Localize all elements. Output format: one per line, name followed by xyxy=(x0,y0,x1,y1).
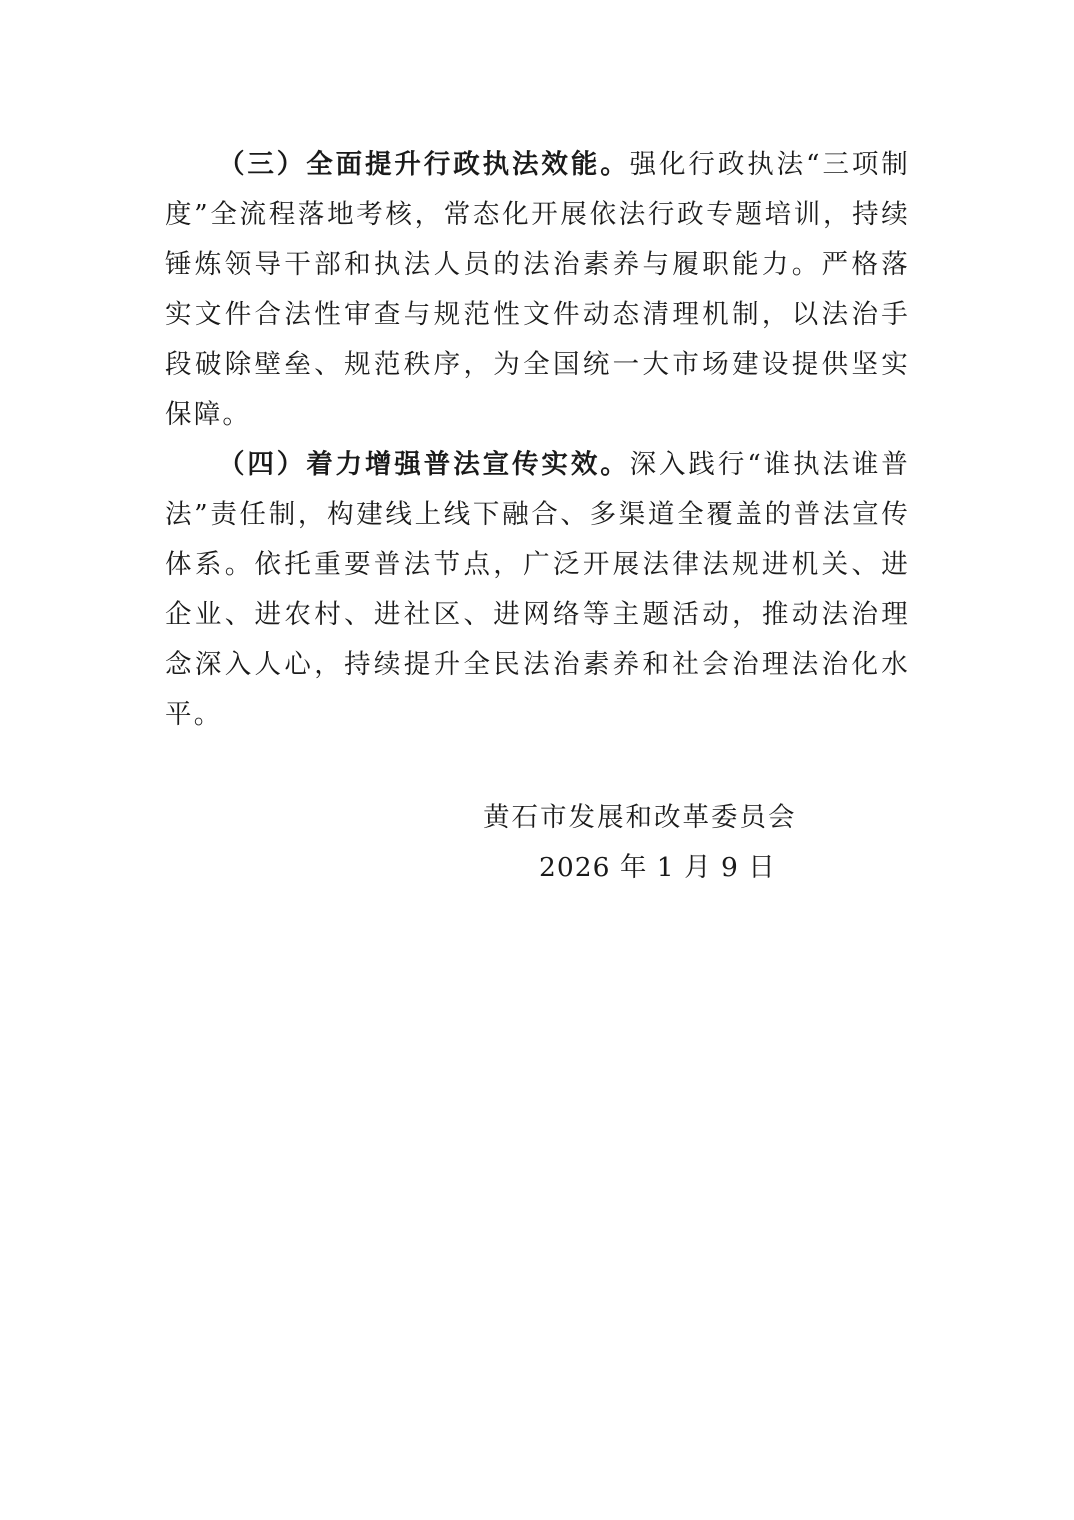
section-4-text: 深入践行“谁执法谁普法”责任制，构建线上线下融合、多渠道全覆盖的普法宣传体系。依托重要普法节点，广泛开展法律法规进机关、进企业、进农村、进社区、进网络等主题活动，推动法治理念深入人心，持续提升全民法治素养和社会治理法治化水平。 xyxy=(165,449,910,730)
issuing-organization: 黄石市发展和改革委员会 xyxy=(483,802,797,833)
paragraph-section-4 xyxy=(165,440,910,740)
section-3-text: 强化行政执法“三项制度”全流程落地考核，常态化开展依法行政专题培训，持续锤炼领导干部和执法人员的法治素养与履职能力。严格落实文件合法性审查与规范性文件动态清理机制，以法治手段破除壁垒、规范秩序，为全国统一大市场建设提供坚实保障。 xyxy=(165,149,910,430)
section-3-heading: （三）全面提升行政执法效能。 xyxy=(218,149,630,180)
paragraph-section-3 xyxy=(165,140,910,440)
issue-date: 2026 年 1 月 9 日 xyxy=(539,852,776,883)
document-body xyxy=(165,140,910,740)
section-4-heading: （四）着力增强普法宣传实效。 xyxy=(218,449,630,480)
